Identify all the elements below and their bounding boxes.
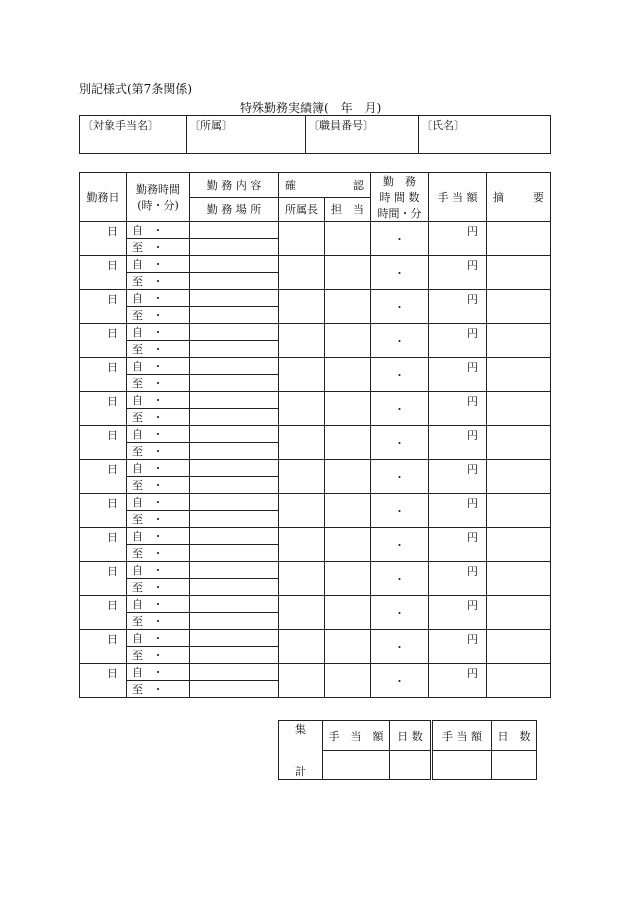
totals-allowance-header-1: 手 当 額: [323, 721, 390, 751]
time-to-cell[interactable]: [127, 511, 190, 528]
time-separator: ・: [152, 326, 164, 339]
hours-separator: ・: [394, 572, 405, 586]
time-to-cell[interactable]: [127, 341, 190, 358]
header-dept-head: 所属長: [279, 197, 325, 222]
remarks-cell[interactable]: [487, 392, 551, 426]
work-day-cell[interactable]: [80, 290, 127, 324]
to-label: 至: [132, 309, 143, 322]
day-suffix: 日: [107, 225, 118, 238]
time-separator: ・: [152, 581, 164, 594]
time-from-cell[interactable]: [127, 460, 190, 477]
allowance-amount-cell[interactable]: [429, 256, 487, 290]
totals-table: [278, 720, 537, 780]
time-separator: ・: [152, 598, 164, 611]
person-confirm-cell[interactable]: [325, 256, 371, 290]
time-separator: ・: [152, 428, 164, 441]
from-label: 自: [132, 292, 143, 305]
dept-head-confirm-cell[interactable]: [279, 222, 325, 256]
yen-suffix: 円: [467, 667, 478, 680]
person-confirm-cell[interactable]: [325, 494, 371, 528]
person-confirm-cell[interactable]: [325, 222, 371, 256]
duty-hours-cell[interactable]: [371, 494, 429, 528]
header-duty-hours-line3: 時間・分: [377, 207, 422, 220]
time-separator: ・: [152, 360, 164, 373]
time-separator: ・: [152, 683, 164, 696]
header-confirm-left: 確: [285, 178, 296, 192]
allowance-amount-cell[interactable]: [429, 426, 487, 460]
time-separator: ・: [152, 547, 164, 560]
day-suffix: 日: [107, 429, 118, 442]
hours-separator: ・: [394, 606, 405, 620]
remarks-cell[interactable]: [487, 324, 551, 358]
day-suffix: 日: [107, 395, 118, 408]
from-label: 自: [132, 258, 143, 271]
day-suffix: 日: [107, 293, 118, 306]
allowance-amount-cell[interactable]: [429, 222, 487, 256]
remarks-cell[interactable]: [487, 460, 551, 494]
dept-head-confirm-cell[interactable]: [279, 562, 325, 596]
header-person-in-charge: 担 当: [325, 197, 371, 222]
remarks-cell[interactable]: [487, 256, 551, 290]
record-row-from: [80, 528, 551, 545]
record-row-from: [80, 358, 551, 375]
totals-allowance-cell-1[interactable]: [323, 751, 390, 780]
duty-hours-cell[interactable]: [371, 664, 429, 698]
dept-head-confirm-cell[interactable]: [279, 358, 325, 392]
target-allowance-field[interactable]: 〔対象手当名〕: [80, 116, 187, 154]
totals-label-bottom: 計: [295, 765, 306, 778]
time-separator: ・: [152, 343, 164, 356]
time-to-cell[interactable]: [127, 477, 190, 494]
duty-content-cell[interactable]: [190, 290, 279, 307]
hours-separator: ・: [394, 436, 405, 450]
duty-place-cell[interactable]: [190, 375, 279, 392]
from-label: 自: [132, 598, 143, 611]
to-label: 至: [132, 343, 143, 356]
form-label: 別記様式(第7条関係): [79, 82, 192, 96]
allowance-amount-cell[interactable]: [429, 528, 487, 562]
hours-separator: ・: [394, 368, 405, 382]
duty-place-cell[interactable]: [190, 273, 279, 290]
dept-head-confirm-cell[interactable]: [279, 494, 325, 528]
header-confirm: [279, 173, 371, 198]
from-label: 自: [132, 632, 143, 645]
day-suffix: 日: [107, 497, 118, 510]
duty-hours-cell[interactable]: [371, 562, 429, 596]
from-label: 自: [132, 360, 143, 373]
duty-hours-cell[interactable]: [371, 256, 429, 290]
remarks-cell[interactable]: [487, 664, 551, 698]
work-day-cell[interactable]: [80, 562, 127, 596]
record-row-from: [80, 630, 551, 647]
dept-head-confirm-cell[interactable]: [279, 664, 325, 698]
hours-separator: ・: [394, 334, 405, 348]
time-separator: ・: [152, 445, 164, 458]
work-record-table: [79, 172, 551, 698]
day-suffix: 日: [107, 667, 118, 680]
to-label: 至: [132, 649, 143, 662]
time-separator: ・: [152, 377, 164, 390]
day-suffix: 日: [107, 531, 118, 544]
time-separator: ・: [152, 411, 164, 424]
person-confirm-cell[interactable]: [325, 596, 371, 630]
remarks-cell[interactable]: [487, 358, 551, 392]
totals-days-cell-2[interactable]: [492, 751, 537, 780]
duty-place-cell[interactable]: [190, 613, 279, 630]
totals-days-header-1: 日 数: [390, 721, 432, 751]
person-confirm-cell[interactable]: [325, 358, 371, 392]
from-label: 自: [132, 564, 143, 577]
from-label: 自: [132, 496, 143, 509]
header-confirm-right: 認: [353, 178, 364, 192]
time-from-cell[interactable]: [127, 426, 190, 443]
work-day-cell[interactable]: [80, 494, 127, 528]
dept-head-confirm-cell[interactable]: [279, 392, 325, 426]
name-field[interactable]: 〔氏名〕: [419, 116, 551, 154]
yen-suffix: 円: [467, 225, 478, 238]
work-day-cell[interactable]: [80, 596, 127, 630]
time-separator: ・: [152, 292, 164, 305]
allowance-amount-cell[interactable]: [429, 664, 487, 698]
duty-content-cell[interactable]: [190, 664, 279, 681]
day-suffix: 日: [107, 565, 118, 578]
time-to-cell[interactable]: [127, 613, 190, 630]
day-suffix: 日: [107, 599, 118, 612]
yen-suffix: 円: [467, 565, 478, 578]
time-separator: ・: [152, 275, 164, 288]
time-to-cell[interactable]: [127, 545, 190, 562]
from-label: 自: [132, 224, 143, 237]
yen-suffix: 円: [467, 429, 478, 442]
to-label: 至: [132, 241, 143, 254]
duty-hours-cell[interactable]: [371, 596, 429, 630]
to-label: 至: [132, 683, 143, 696]
record-row-from: [80, 460, 551, 477]
to-label: 至: [132, 479, 143, 492]
hours-separator: ・: [394, 640, 405, 654]
hours-separator: ・: [394, 504, 405, 518]
header-remarks-left: 摘: [493, 191, 504, 204]
record-row-from: [80, 494, 551, 511]
yen-suffix: 円: [467, 531, 478, 544]
work-day-cell[interactable]: [80, 630, 127, 664]
time-from-cell[interactable]: [127, 494, 190, 511]
duty-content-cell[interactable]: [190, 256, 279, 273]
time-from-cell[interactable]: [127, 392, 190, 409]
to-label: 至: [132, 581, 143, 594]
time-separator: ・: [152, 632, 164, 645]
dept-head-confirm-cell[interactable]: [279, 460, 325, 494]
form-title: 特殊勤務実績簿( 年 月): [240, 101, 382, 115]
record-row-from: [80, 324, 551, 341]
time-separator: ・: [152, 462, 164, 475]
header-work-time-line1: 勤務時間: [136, 183, 180, 196]
record-row-from: [80, 392, 551, 409]
to-label: 至: [132, 513, 143, 526]
duty-content-cell[interactable]: [190, 426, 279, 443]
time-to-cell[interactable]: [127, 647, 190, 664]
remarks-cell[interactable]: [487, 562, 551, 596]
duty-place-cell[interactable]: [190, 647, 279, 664]
allowance-amount-cell[interactable]: [429, 324, 487, 358]
dept-head-confirm-cell[interactable]: [279, 630, 325, 664]
header-duty-hours-line2: 時 間 数: [379, 191, 420, 204]
dept-head-confirm-cell[interactable]: [279, 256, 325, 290]
duty-place-cell[interactable]: [190, 409, 279, 426]
time-to-cell[interactable]: [127, 443, 190, 460]
day-suffix: 日: [107, 463, 118, 476]
time-to-cell[interactable]: [127, 409, 190, 426]
dept-head-confirm-cell[interactable]: [279, 426, 325, 460]
person-confirm-cell[interactable]: [325, 426, 371, 460]
record-row-from: [80, 222, 551, 239]
yen-suffix: 円: [467, 361, 478, 374]
time-separator: ・: [152, 666, 164, 679]
record-row-from: [80, 664, 551, 681]
work-day-cell[interactable]: [80, 324, 127, 358]
allowance-amount-cell[interactable]: [429, 460, 487, 494]
allowance-amount-cell[interactable]: [429, 494, 487, 528]
info-table: [79, 115, 551, 154]
to-label: 至: [132, 445, 143, 458]
time-from-cell[interactable]: [127, 358, 190, 375]
work-day-cell[interactable]: [80, 358, 127, 392]
duty-place-cell[interactable]: [190, 511, 279, 528]
time-from-cell[interactable]: [127, 222, 190, 239]
header-allowance-amount: 手 当 額: [429, 173, 487, 222]
to-label: 至: [132, 377, 143, 390]
person-confirm-cell[interactable]: [325, 630, 371, 664]
duty-place-cell[interactable]: [190, 579, 279, 596]
duty-content-cell[interactable]: [190, 562, 279, 579]
person-confirm-cell[interactable]: [325, 290, 371, 324]
time-to-cell[interactable]: [127, 579, 190, 596]
time-from-cell[interactable]: [127, 630, 190, 647]
work-day-cell[interactable]: [80, 222, 127, 256]
yen-suffix: 円: [467, 259, 478, 272]
duty-place-cell[interactable]: [190, 681, 279, 698]
duty-content-cell[interactable]: [190, 460, 279, 477]
remarks-cell[interactable]: [487, 494, 551, 528]
header-duty-hours: [371, 173, 429, 222]
person-confirm-cell[interactable]: [325, 664, 371, 698]
duty-content-cell[interactable]: [190, 392, 279, 409]
yen-suffix: 円: [467, 463, 478, 476]
time-from-cell[interactable]: [127, 290, 190, 307]
allowance-amount-cell[interactable]: [429, 596, 487, 630]
hours-separator: ・: [394, 300, 405, 314]
totals-allowance-header-2: 手 当 額: [432, 721, 492, 751]
time-separator: ・: [152, 496, 164, 509]
from-label: 自: [132, 666, 143, 679]
hours-separator: ・: [394, 232, 405, 246]
remarks-cell[interactable]: [487, 528, 551, 562]
time-separator: ・: [152, 309, 164, 322]
time-separator: ・: [152, 615, 164, 628]
duty-hours-cell[interactable]: [371, 460, 429, 494]
work-day-cell[interactable]: [80, 528, 127, 562]
duty-hours-cell[interactable]: [371, 630, 429, 664]
record-row-from: [80, 290, 551, 307]
duty-place-cell[interactable]: [190, 341, 279, 358]
hours-separator: ・: [394, 266, 405, 280]
header-duty-hours-line1: 勤 務: [383, 175, 416, 188]
totals-label: [279, 721, 323, 780]
time-separator: ・: [152, 564, 164, 577]
header-work-time-line2: (時・分): [137, 199, 179, 212]
duty-place-cell[interactable]: [190, 239, 279, 256]
record-row-from: [80, 256, 551, 273]
remarks-cell[interactable]: [487, 630, 551, 664]
time-to-cell[interactable]: [127, 681, 190, 698]
duty-hours-cell[interactable]: [371, 426, 429, 460]
totals-days-cell-1[interactable]: [390, 751, 432, 780]
time-separator: ・: [152, 258, 164, 271]
work-day-cell[interactable]: [80, 664, 127, 698]
header-remarks: [487, 173, 551, 222]
header-work-time: [127, 173, 190, 222]
time-to-cell[interactable]: [127, 239, 190, 256]
yen-suffix: 円: [467, 599, 478, 612]
time-separator: ・: [152, 394, 164, 407]
time-to-cell[interactable]: [127, 307, 190, 324]
hours-separator: ・: [394, 674, 405, 688]
dept-head-confirm-cell[interactable]: [279, 290, 325, 324]
to-label: 至: [132, 275, 143, 288]
duty-hours-cell[interactable]: [371, 222, 429, 256]
work-day-cell[interactable]: [80, 256, 127, 290]
from-label: 自: [132, 428, 143, 441]
duty-place-cell[interactable]: [190, 477, 279, 494]
duty-content-cell[interactable]: [190, 528, 279, 545]
from-label: 自: [132, 462, 143, 475]
duty-content-cell[interactable]: [190, 630, 279, 647]
allowance-amount-cell[interactable]: [429, 290, 487, 324]
hours-separator: ・: [394, 402, 405, 416]
remarks-cell[interactable]: [487, 222, 551, 256]
person-confirm-cell[interactable]: [325, 324, 371, 358]
header-duty-content: 勤 務 内 容: [190, 173, 279, 198]
to-label: 至: [132, 411, 143, 424]
day-suffix: 日: [107, 259, 118, 272]
person-confirm-cell[interactable]: [325, 460, 371, 494]
totals-allowance-cell-2[interactable]: [432, 751, 492, 780]
duty-content-cell[interactable]: [190, 494, 279, 511]
header-work-day: 勤務日: [80, 173, 127, 222]
time-to-cell[interactable]: [127, 273, 190, 290]
from-label: 自: [132, 326, 143, 339]
header-remarks-right: 要: [533, 191, 544, 204]
from-label: 自: [132, 530, 143, 543]
time-separator: ・: [152, 241, 164, 254]
dept-head-confirm-cell[interactable]: [279, 596, 325, 630]
work-day-cell[interactable]: [80, 392, 127, 426]
work-day-cell[interactable]: [80, 426, 127, 460]
time-separator: ・: [152, 224, 164, 237]
allowance-amount-cell[interactable]: [429, 392, 487, 426]
hours-separator: ・: [394, 470, 405, 484]
yen-suffix: 円: [467, 327, 478, 340]
time-separator: ・: [152, 649, 164, 662]
time-from-cell[interactable]: [127, 256, 190, 273]
duty-content-cell[interactable]: [190, 324, 279, 341]
allowance-amount-cell[interactable]: [429, 630, 487, 664]
duty-hours-cell[interactable]: [371, 290, 429, 324]
time-from-cell[interactable]: [127, 596, 190, 613]
time-separator: ・: [152, 479, 164, 492]
day-suffix: 日: [107, 327, 118, 340]
allowance-amount-cell[interactable]: [429, 358, 487, 392]
person-confirm-cell[interactable]: [325, 562, 371, 596]
person-confirm-cell[interactable]: [325, 392, 371, 426]
from-label: 自: [132, 394, 143, 407]
work-day-cell[interactable]: [80, 460, 127, 494]
duty-content-cell[interactable]: [190, 596, 279, 613]
dept-head-confirm-cell[interactable]: [279, 324, 325, 358]
remarks-cell[interactable]: [487, 426, 551, 460]
yen-suffix: 円: [467, 497, 478, 510]
hours-separator: ・: [394, 538, 405, 552]
to-label: 至: [132, 547, 143, 560]
remarks-cell[interactable]: [487, 290, 551, 324]
time-separator: ・: [152, 530, 164, 543]
duty-content-cell[interactable]: [190, 358, 279, 375]
duty-place-cell[interactable]: [190, 307, 279, 324]
dept-head-confirm-cell[interactable]: [279, 528, 325, 562]
header-duty-place: 勤 務 場 所: [190, 197, 279, 222]
duty-hours-cell[interactable]: [371, 528, 429, 562]
department-field[interactable]: 〔所属〕: [187, 116, 306, 154]
yen-suffix: 円: [467, 293, 478, 306]
to-label: 至: [132, 615, 143, 628]
duty-hours-cell[interactable]: [371, 358, 429, 392]
duty-place-cell[interactable]: [190, 443, 279, 460]
record-row-from: [80, 596, 551, 613]
record-row-from: [80, 562, 551, 579]
time-to-cell[interactable]: [127, 375, 190, 392]
time-from-cell[interactable]: [127, 528, 190, 545]
totals-days-header-2: 日 数: [492, 721, 537, 751]
staff-number-field[interactable]: 〔職員番号〕: [306, 116, 419, 154]
person-confirm-cell[interactable]: [325, 528, 371, 562]
time-from-cell[interactable]: [127, 562, 190, 579]
record-row-from: [80, 426, 551, 443]
allowance-amount-cell[interactable]: [429, 562, 487, 596]
time-separator: ・: [152, 513, 164, 526]
day-suffix: 日: [107, 633, 118, 646]
remarks-cell[interactable]: [487, 596, 551, 630]
duty-hours-cell[interactable]: [371, 392, 429, 426]
yen-suffix: 円: [467, 633, 478, 646]
duty-place-cell[interactable]: [190, 545, 279, 562]
time-from-cell[interactable]: [127, 664, 190, 681]
duty-hours-cell[interactable]: [371, 324, 429, 358]
totals-label-top: 集: [295, 723, 306, 736]
day-suffix: 日: [107, 361, 118, 374]
yen-suffix: 円: [467, 395, 478, 408]
duty-content-cell[interactable]: [190, 222, 279, 239]
time-from-cell[interactable]: [127, 324, 190, 341]
